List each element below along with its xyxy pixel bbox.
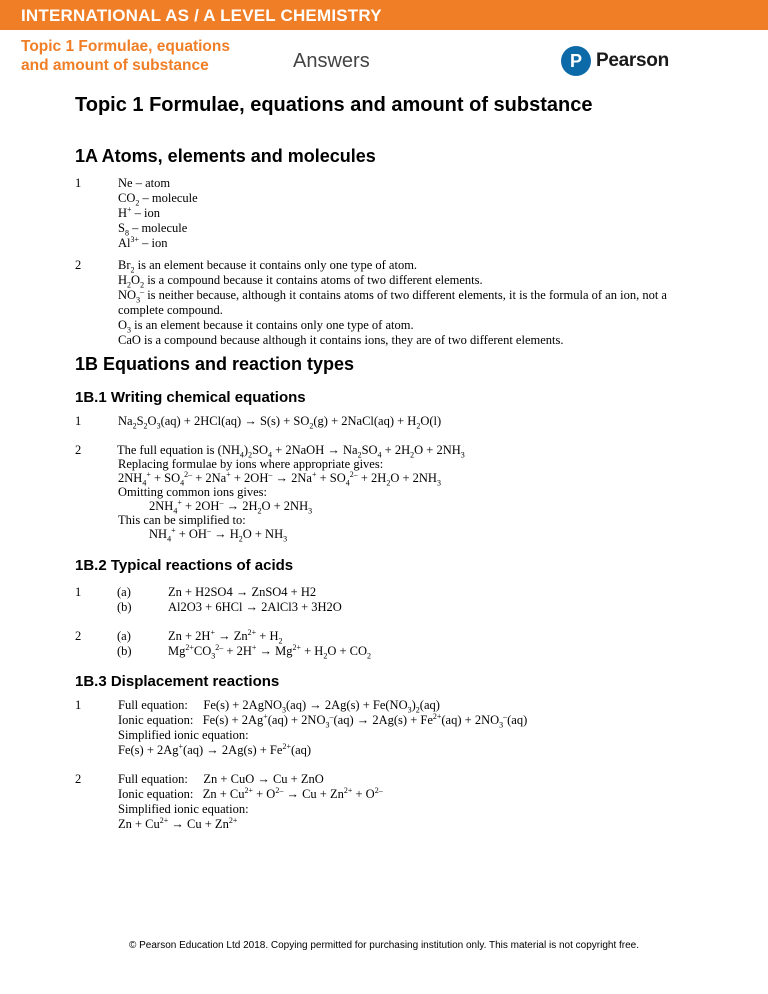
- part-label: (b): [117, 644, 132, 658]
- answer-line: $Br_2$ is an element because it contains only one type of atom.: [118, 258, 418, 275]
- header-bar: [0, 0, 768, 30]
- answer-line: Replacing formulae by ions where appropriate gives:: [118, 457, 384, 471]
- question-number: 1: [75, 585, 82, 599]
- question-number: 1: [75, 414, 82, 428]
- answer-line: Simplified ionic equation:: [118, 728, 249, 742]
- brand-name: Pearson: [596, 50, 669, 71]
- section-1b-heading: 1B Equations and reaction types: [75, 354, 355, 374]
- answer-line: $Al^{3+}$ – ion: [118, 234, 168, 250]
- equation-line: $Fe(s) + 2Ag^+(aq) \to 2Ag(s) + Fe^{2+}(aq)$: [118, 741, 312, 757]
- answer-line: $S_8$ – molecule: [118, 221, 188, 238]
- equation-line: $Na_2S_2O_3(aq) + 2HCl(aq) \to S(s) + SO_2(g)$ + 2NaCl(aq) + $H_2O(l)$: [118, 414, 442, 431]
- equation-line: $Zn + Cu^{2+} \to Cu + Zn^{2+}$: [118, 815, 238, 831]
- equation-line: Full equation: Zn + CuO → Cu + ZnO: [118, 772, 324, 786]
- answer-line: $O_3$ is an element because it contains only one type of atom.: [118, 318, 414, 335]
- part-label: (a): [117, 629, 131, 643]
- equation-line: $Zn + 2H^+ \to Zn^{2+} + H_2$: [168, 627, 283, 646]
- question-number: 2: [75, 772, 82, 786]
- answer-line: CaO is a compound because although it contains ions, they are of two different elements.: [118, 333, 564, 347]
- question-number: 1: [75, 176, 82, 190]
- answers-label: Answers: [293, 50, 370, 72]
- equation-line: The full equation is $(NH_4)_2SO_4$ + 2NaOH → $Na_2SO_4 + 2H_2O + 2NH_3$: [117, 443, 465, 460]
- answer-line: complete compound.: [118, 303, 223, 317]
- answer-line: This can be simplified to:: [118, 513, 246, 527]
- answer-line: H+ – ion: [118, 204, 161, 220]
- answer-line: $H_2O_2$ is a compound because it contains atoms of two different elements.: [118, 273, 483, 290]
- answer-line: Simplified ionic equation:: [118, 802, 249, 816]
- equation-line: Full equation: Fe(s) + 2AgNO$_3$(aq) → $2Ag(s) + Fe(NO_3)_2(aq)$: [118, 698, 440, 715]
- equation-line: Zn + H2SO4 → ZnSO4 + H2: [168, 585, 317, 599]
- topic-subtitle: [21, 37, 251, 75]
- section-1b2-heading: 1B.2 Typical reactions of acids: [75, 557, 294, 574]
- equation-line: Ionic equation: $Zn + Cu^{2+} + O^{2-} \to Cu + Zn^{2+} + O^{2-}$: [118, 785, 383, 801]
- equation-line: Ionic equation: $Fe(s) + 2Ag^+(aq) + 2NO_3^-(aq) \to 2Ag(s) + Fe^{2+}(aq) + 2NO_3^-(aq)$: [118, 711, 528, 730]
- part-label: (a): [117, 585, 131, 599]
- question-number: 2: [75, 629, 82, 643]
- answer-line: Ne – atom: [118, 176, 171, 190]
- answer-line: Omitting common ions gives:: [118, 485, 267, 499]
- topic-subtitle-line2: and amount of substance: [21, 57, 209, 74]
- pearson-brand: [561, 46, 669, 76]
- section-1b1-heading: 1B.1 Writing chemical equations: [75, 389, 306, 406]
- course-title: INTERNATIONAL AS / A LEVEL CHEMISTRY: [21, 6, 382, 25]
- equation-line: $NH_4^+ + OH^- \to H_2O + NH_3$: [149, 525, 288, 544]
- copyright-footer: © Pearson Education Ltd 2018. Copying permitted for purchasing institution only. This material is not copyright free.: [128, 940, 640, 951]
- topic-subtitle-line1: Topic 1 Formulae, equations: [21, 38, 230, 55]
- question-number: 2: [75, 443, 82, 457]
- pearson-logo-icon: [561, 46, 591, 76]
- section-1b3-heading: 1B.3 Displacement reactions: [75, 673, 280, 690]
- question-number: 2: [75, 258, 82, 272]
- svg-text:P: P: [569, 51, 583, 71]
- page-title: Topic 1 Formulae, equations and amount of substance: [75, 94, 593, 116]
- section-1a-heading: 1A Atoms, elements and molecules: [75, 146, 376, 166]
- question-number: 1: [75, 698, 82, 712]
- answer-line: $NO_3^-$ is neither because, although it contains atoms of two different elements, it is the formula of an ion, not a: [118, 286, 667, 305]
- part-label: (b): [117, 600, 132, 614]
- answer-line: $CO_2$ – molecule: [118, 191, 198, 208]
- equation-line: $Mg^{2+}CO_3^{2-} + 2H^+ \to Mg^{2+} + H_2O + CO_2$: [168, 642, 372, 661]
- equation-line: $2NH_4^+ + SO_4^{2-} + 2Na^+ + 2OH^- \to 2Na^+ + SO_4^{2-} + 2H_2O + 2NH_3$: [118, 469, 441, 488]
- equation-line: $2NH_4^+ + 2OH^- \to 2H_2O + 2NH_3$: [149, 497, 313, 516]
- equation-line: Al2O3 + 6HCl → 2AlCl3 + 3H2O: [168, 600, 342, 614]
